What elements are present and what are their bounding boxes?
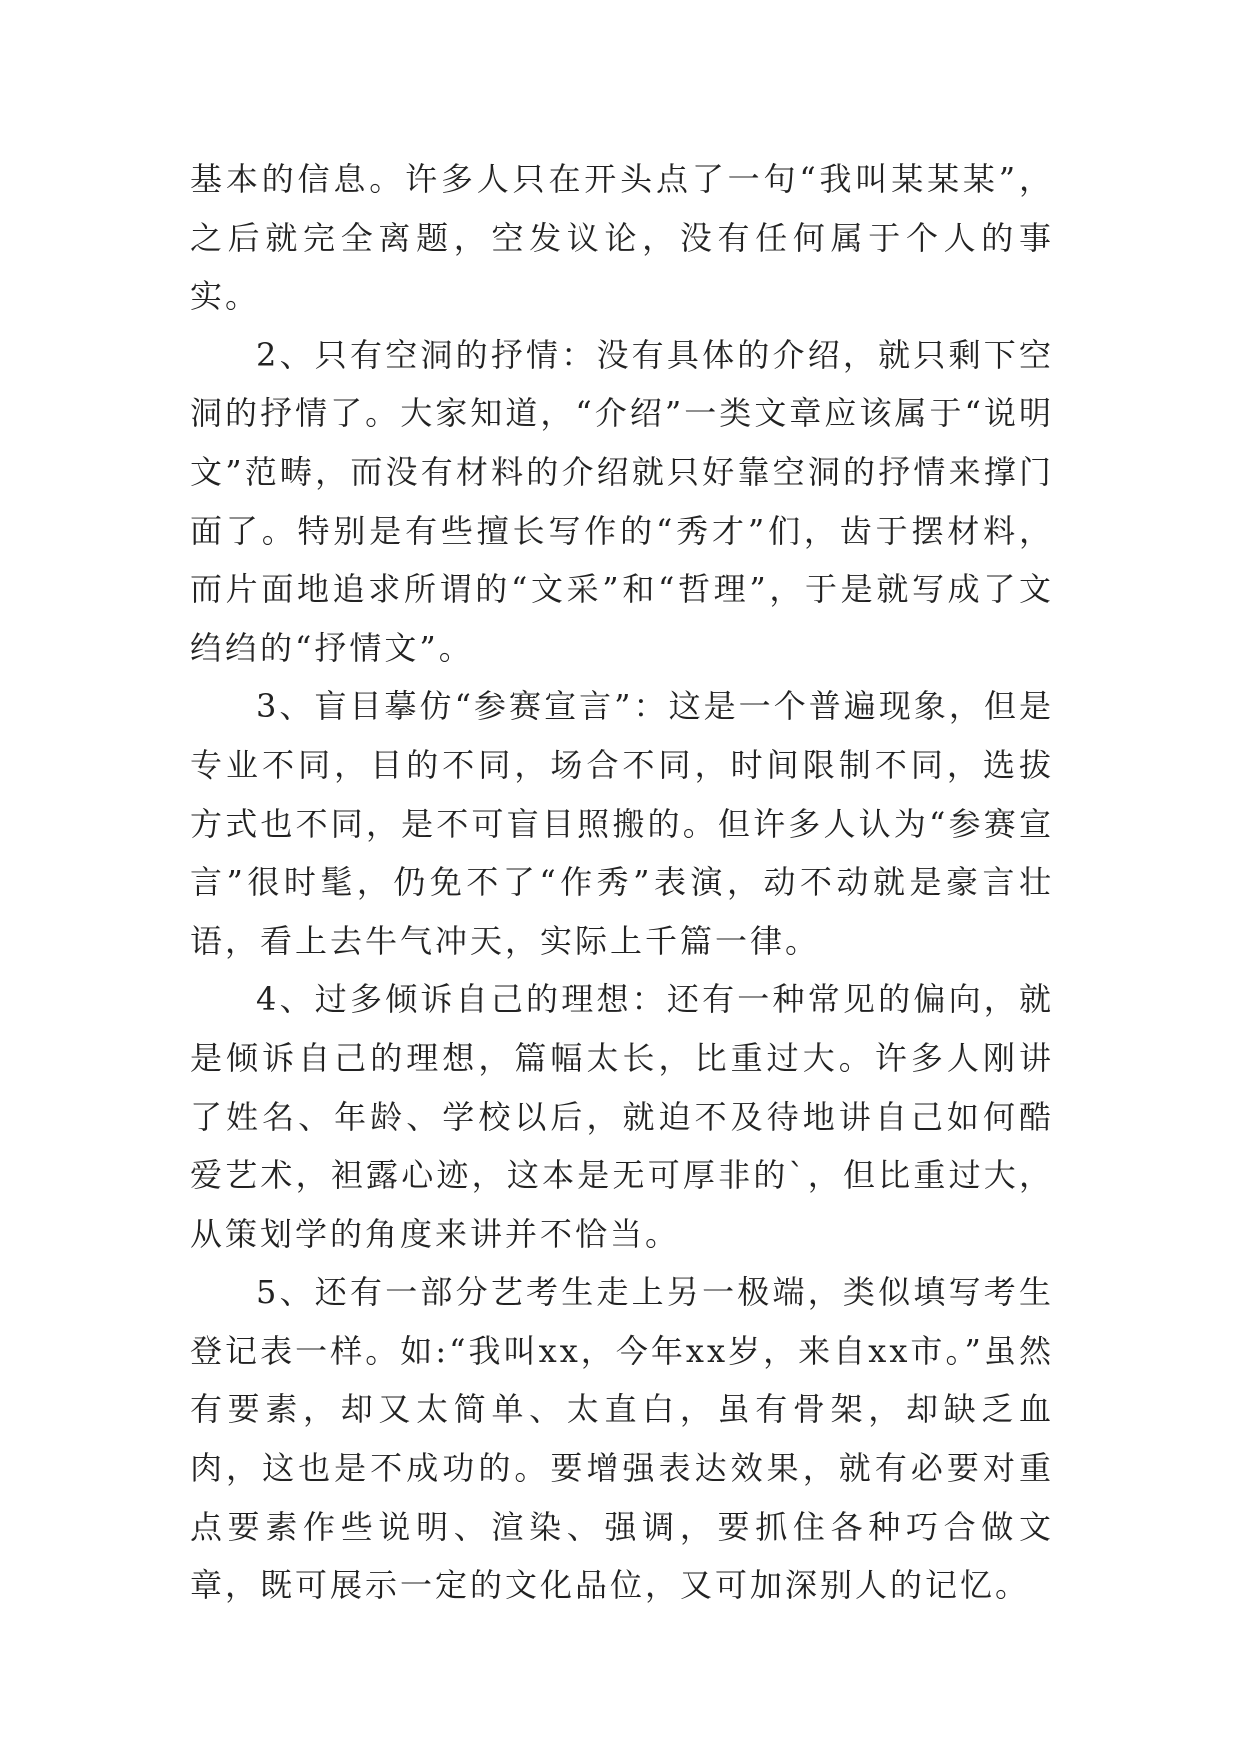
paragraph-point-5: 5、还有一部分艺考生走上另一极端，类似填写考生登记表一样。如:“我叫xx，今年xx岁，来自xx市。”虽然有要素，却又太简单、太直白，虽有骨架，却缺乏血肉，这也是不成功的。要增强表达效果，就有必要对重点要素作些说明、渲染、强调，要抓住各种巧合做文章，既可展示一定的文化品位，又可加深别人的记忆。 <box>190 1273 1054 1605</box>
paragraph-point-3: 3、盲目摹仿“参赛宣言”：这是一个普遍现象，但是专业不同，目的不同，场合不同，时间限制不同，选拔方式也不同，是不可盲目照搬的。但许多人认为“参赛宣言”很时髦，仍免不了“作秀”表演，动不动就是豪言壮语，看上去牛气冲天，实际上千篇一律。 <box>190 687 1054 960</box>
paragraph-continuation: 基本的信息。许多人只在开头点了一句“我叫某某某”，之后就完全离题，空发议论，没有任何属于个人的事实。 <box>190 160 1054 316</box>
document-body <box>190 150 1054 1615</box>
paragraph-point-4: 4、过多倾诉自己的理想：还有一种常见的偏向，就是倾诉自己的理想，篇幅太长，比重过大。许多人刚讲了姓名、年龄、学校以后，就迫不及待地讲自己如何酷爱艺术，袒露心迹，这本是无可厚非的`，但比重过大，从策划学的角度来讲并不恰当。 <box>190 980 1054 1253</box>
paragraph-point-2: 2、只有空洞的抒情：没有具体的介绍，就只剩下空洞的抒情了。大家知道，“介绍”一类文章应该属于“说明文”范畴，而没有材料的介绍就只好靠空洞的抒情来撑门面了。特别是有些擅长写作的“秀才”们，齿于摆材料，而片面地追求所谓的“文采”和“哲理”，于是就写成了文绉绉的“抒情文”。 <box>190 335 1054 667</box>
